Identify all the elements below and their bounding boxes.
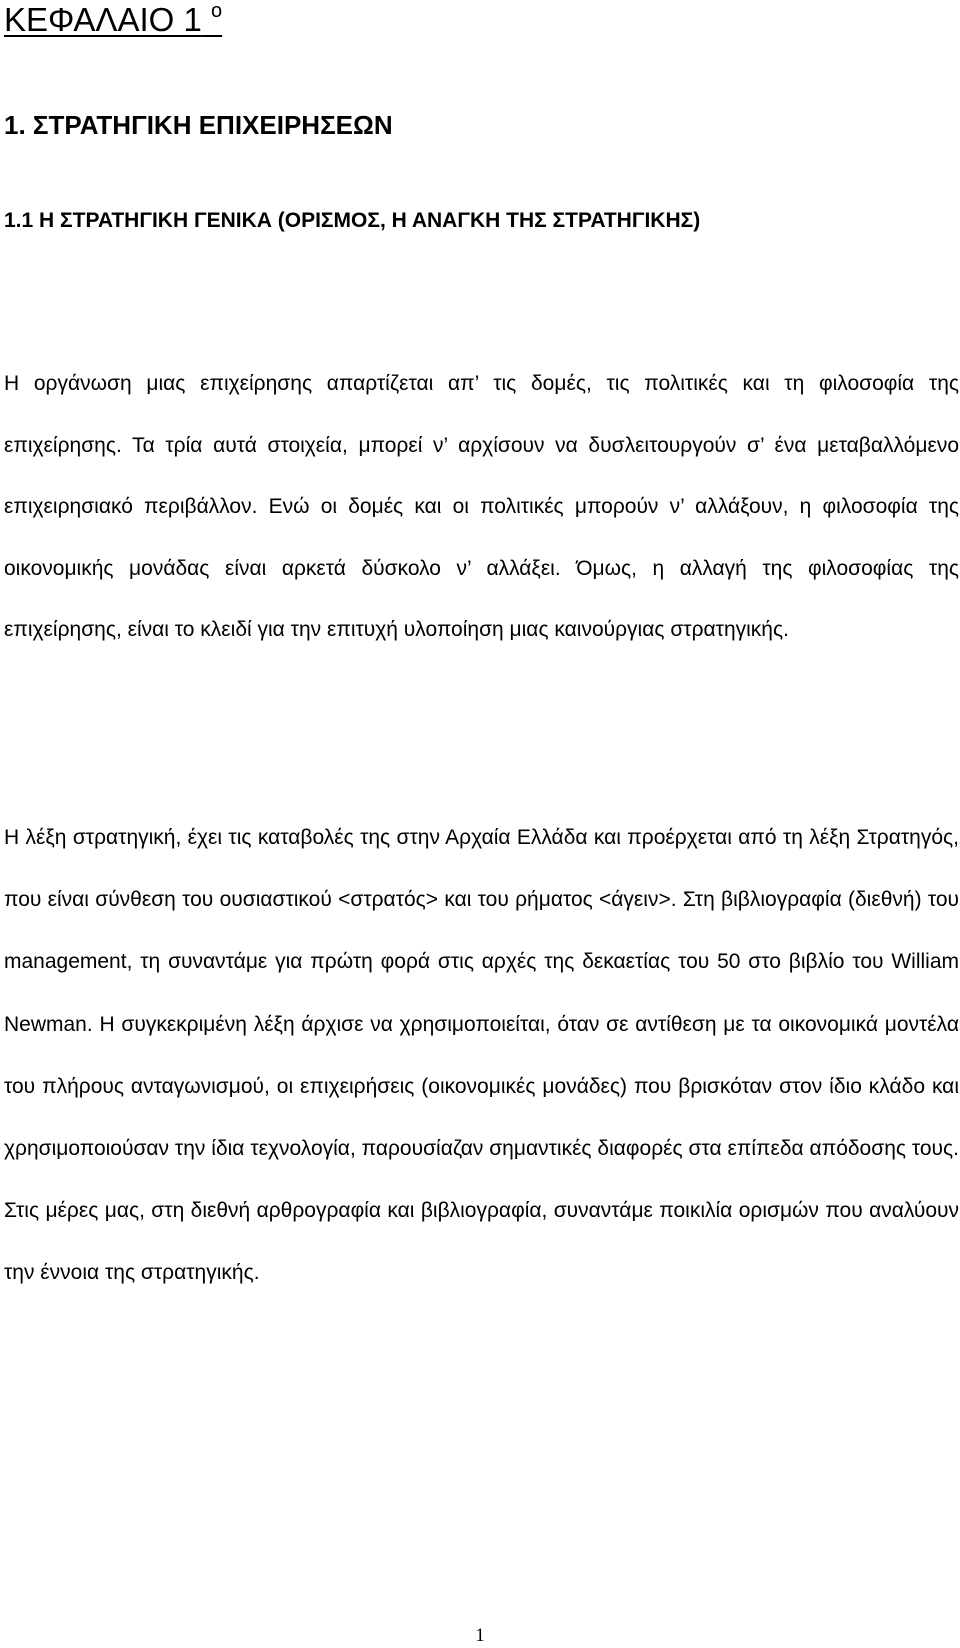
chapter-title-text: ΚΕΦΑΛΑΙΟ 1 <box>4 1 202 38</box>
page-number: 1 <box>475 1625 485 1646</box>
subsection-title: 1.1 Η ΣΤΡΑΤΗΓΙΚΗ ΓΕΝΙΚΑ (ΟΡΙΣΜΟΣ, Η ΑΝΑΓΚΗ ΤΗΣ ΣΤΡΑΤΗΓΙΚΗΣ) <box>4 209 701 232</box>
chapter-title-superscript: ο <box>211 0 223 22</box>
chapter-title <box>4 0 222 40</box>
section-title: 1. ΣΤΡΑΤΗΓΙΚΗ ΕΠΙΧΕΙΡΗΣΕΩΝ <box>4 110 393 140</box>
body-paragraph: Η οργάνωση μιας επιχείρησης απαρτίζεται απ’ τις δομές, τις πολιτικές και τη φιλοσοφία της επιχείρησης. Τα τρία αυτά στοιχεία, μπορεί ν’ αρχίσουν να δυσλειτουργούν σ’ ένα μεταβαλλόμενο επιχειρησιακό περιβάλλον. Ενώ οι δομές και οι πολιτικές μπορούν ν’ αλλάξουν, η φιλοσοφία της οικονομικής μονάδας είναι αρκετά δύσκολο ν’ αλλάξει. Όμως, η αλλαγή της φιλοσοφίας της επιχείρησης, είναι το κλειδί για την επιτυχή υλοποίηση μιας καινούργιας στρατηγικής. <box>4 372 959 641</box>
body-paragraph: Η λέξη στρατηγική, έχει τις καταβολές της στην Αρχαία Ελλάδα και προέρχεται από τη λέξη Στρατηγός, που είναι σύνθεση του ουσιαστικού <στρατός> και του ρήματος <άγειν>. Στη βιβλιογραφία (διεθνή) του management, τη συναντάμε για πρώτη φορά στις αρχές της δεκαετίας του 50 στο βιβλίο του William Newman. Η συγκεκριμένη λέξη άρχισε να χρησιμοποιείται, όταν σε αντίθεση με τα οικονομικά μοντέλα του πλήρους ανταγωνισμού, οι επιχειρήσεις (οικονομικές μονάδες) που βρισκόταν στον ίδιο κλάδο και χρησιμοποιούσαν την ίδια τεχνολογία, παρουσίαζαν σημαντικές διαφορές στα επίπεδα απόδοσης τους. Στις μέρες μας, στη διεθνή αρθρογραφία και βιβλιογραφία, συναντάμε ποικιλία ορισμών που αναλύουν την έννοια της στρατηγικής. <box>4 826 959 1285</box>
